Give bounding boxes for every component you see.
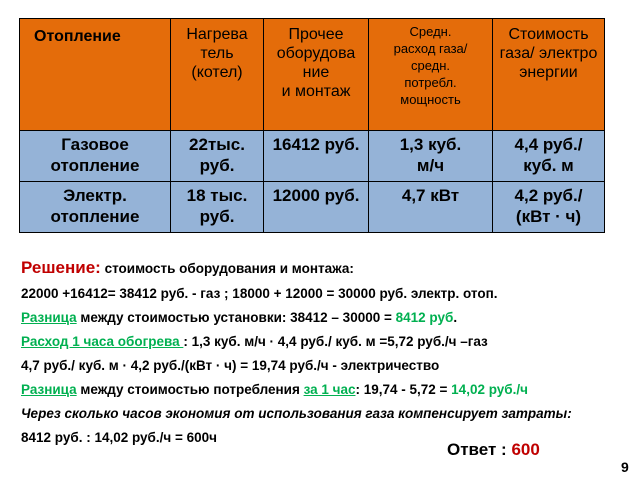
solution-line-6 bbox=[21, 382, 528, 397]
header-heater: Нагрева тель (котел) bbox=[171, 19, 264, 131]
header-cost: Стоимость газа/ электро энергии bbox=[493, 19, 605, 131]
solution-intro: стоимость оборудования и монтажа: bbox=[100, 261, 354, 276]
solution-line-3 bbox=[21, 310, 457, 325]
page-number: 9 bbox=[621, 459, 629, 475]
consumption-difference-text: между стоимостью потребления bbox=[76, 382, 304, 397]
comparison-table bbox=[19, 18, 605, 233]
cell-electric-equipment: 12000 руб. bbox=[264, 182, 369, 233]
per-hour-label: за 1 час bbox=[303, 382, 356, 397]
consumption-difference-label: Разница bbox=[21, 382, 77, 397]
table-row-electric bbox=[20, 182, 605, 233]
consumption-calc: : 19,74 - 5,72 = bbox=[355, 382, 452, 397]
cell-electric-heater: 18 тыс. руб. bbox=[171, 182, 264, 233]
cell-gas-cost: 4,4 руб./ куб. м bbox=[493, 131, 605, 182]
cell-gas-type: Газовое отопление bbox=[20, 131, 171, 182]
cell-electric-type: Электр. отопление bbox=[20, 182, 171, 233]
header-heating: Отопление bbox=[20, 19, 171, 131]
solution-line-1 bbox=[21, 258, 354, 278]
cell-electric-cost: 4,2 руб./ (кВт · ч) bbox=[493, 182, 605, 233]
hourly-label: Расход 1 часа обогрева bbox=[21, 334, 184, 349]
difference-end: . bbox=[453, 310, 458, 325]
table-row-gas bbox=[20, 131, 605, 182]
header-consumption: Средн. расход газа/ средн. потребл. мощность bbox=[369, 19, 493, 131]
solution-line-2: 22000 +16412= 38412 руб. - газ ; 18000 + 12000 = 30000 руб. электр. отоп. bbox=[21, 286, 498, 301]
difference-text: между стоимостью установки: 38412 – 30000 = bbox=[76, 310, 396, 325]
cell-electric-consumption: 4,7 кВт bbox=[369, 182, 493, 233]
cell-gas-equipment: 16412 руб. bbox=[264, 131, 369, 182]
consumption-difference-value: 14,02 руб./ч bbox=[451, 382, 528, 397]
solution-line-5: 4,7 руб./ куб. м · 4,2 руб./(кВт · ч) = 19,74 руб./ч - электричество bbox=[21, 358, 440, 373]
solution-line-4 bbox=[21, 334, 488, 349]
header-equipment: Прочее оборудова ние и монтаж bbox=[264, 19, 369, 131]
cell-gas-heater: 22тыс. руб. bbox=[171, 131, 264, 182]
difference-value: 8412 руб bbox=[395, 310, 454, 325]
table-header-row bbox=[20, 19, 605, 131]
hourly-gas-text: : 1,3 куб. м/ч · 4,4 руб./ куб. м =5,72 руб./ч –газ bbox=[183, 334, 488, 349]
answer-label: Ответ : bbox=[447, 440, 512, 459]
solution-line-7: Через сколько часов экономия от использования газа компенсирует затраты: bbox=[21, 406, 572, 421]
solution-line-8: 8412 руб. : 14,02 руб./ч = 600ч bbox=[21, 430, 217, 445]
difference-label: Разница bbox=[21, 310, 77, 325]
cell-gas-consumption: 1,3 куб. м/ч bbox=[369, 131, 493, 182]
answer bbox=[447, 440, 540, 460]
solution-label: Решение: bbox=[21, 258, 101, 277]
answer-value: 600 bbox=[511, 440, 540, 459]
